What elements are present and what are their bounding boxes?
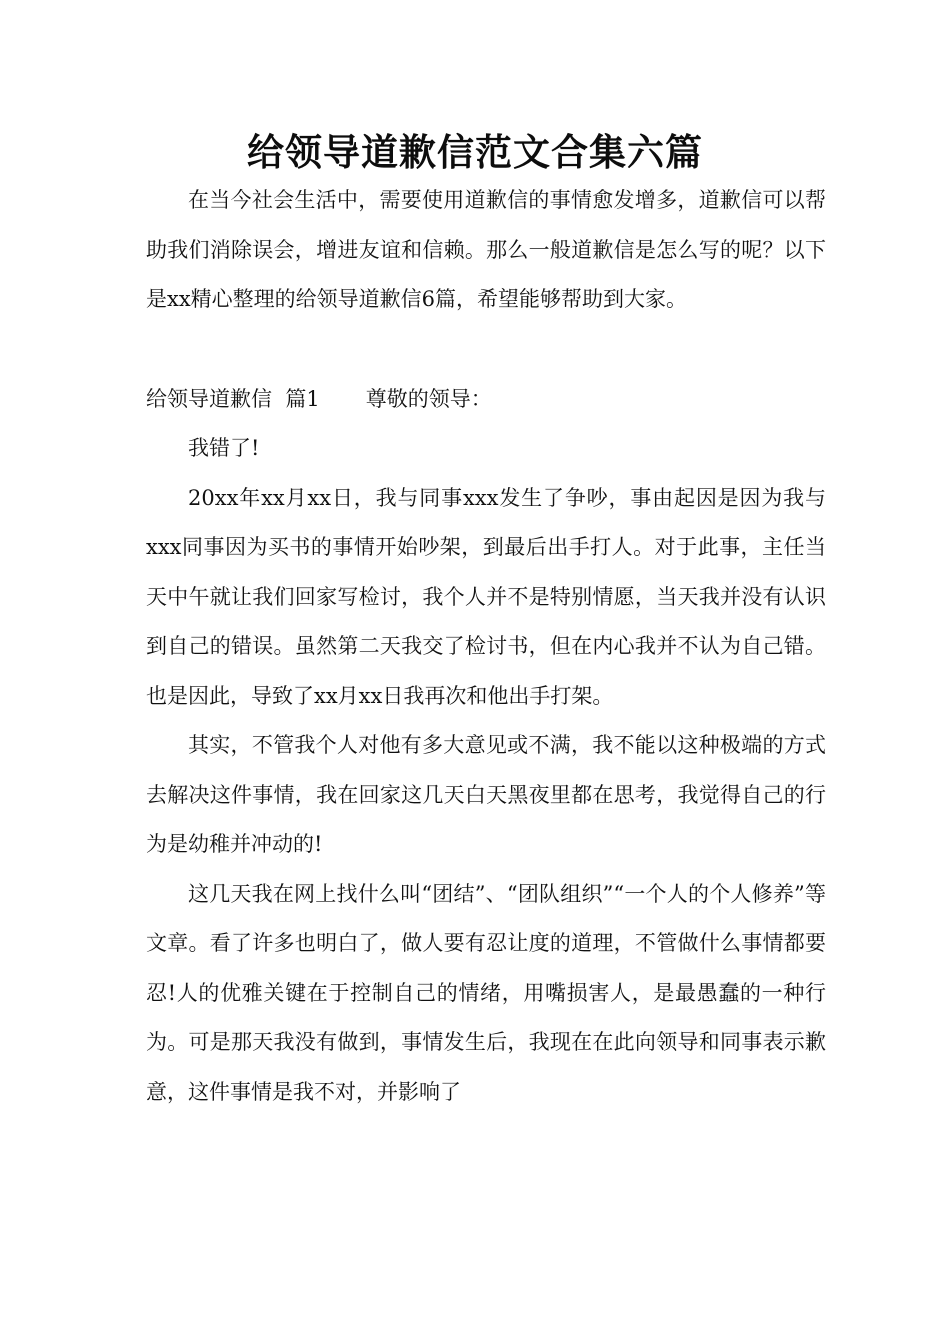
section-heading-line: [146, 375, 826, 425]
paragraph-4: 这几天我在网上找什么叫“团结”、“团队组织”“一个人的个人修养”等文章。看了许多也明白了，做人要有忍让度的道理，不管做什么事情都要忍!人的优雅关键在于控制自己的情绪，用嘴损害人，是最愚蠢的一种行为。可是那天我没有做到，事情发生后，我现在在此向领导和同事表示歉意，这件事情是我不对，并影响了: [146, 881, 826, 1104]
paragraph-2: 20xx年xx月xx日，我与同事xxx发生了争吵，事由起因是因为我与xxx同事因为买书的事情开始吵架，到最后出手打人。对于此事，主任当天中午就让我们回家写检讨，我个人并不是特别情愿，当天我并没有认识到自己的错误。虽然第二天我交了检讨书，但在内心我并不认为自己错。也是因此，导致了xx月xx日我再次和他出手打架。: [146, 485, 826, 708]
section-spacer: [146, 325, 826, 375]
paragraph-3: 其实，不管我个人对他有多大意见或不满，我不能以这种极端的方式去解决这件事情，我在回家这几天白天黑夜里都在思考，我觉得自己的行为是幼稚并冲动的!: [146, 733, 826, 856]
intro-paragraph: 在当今社会生活中，需要使用道歉信的事情愈发增多，道歉信可以帮助我们消除误会，增进友谊和信赖。那么一般道歉信是怎么写的呢？以下是xx精心整理的给领导道歉信6篇，希望能够帮助到大家。: [146, 188, 826, 311]
document-title: 给领导道歉信范文合集六篇: [247, 131, 703, 174]
document-body: [146, 176, 826, 1117]
paragraph-1: 我错了!: [188, 436, 260, 460]
section-heading: 给领导道歉信 篇1: [146, 386, 320, 411]
greeting: 尊敬的领导：: [365, 386, 492, 411]
